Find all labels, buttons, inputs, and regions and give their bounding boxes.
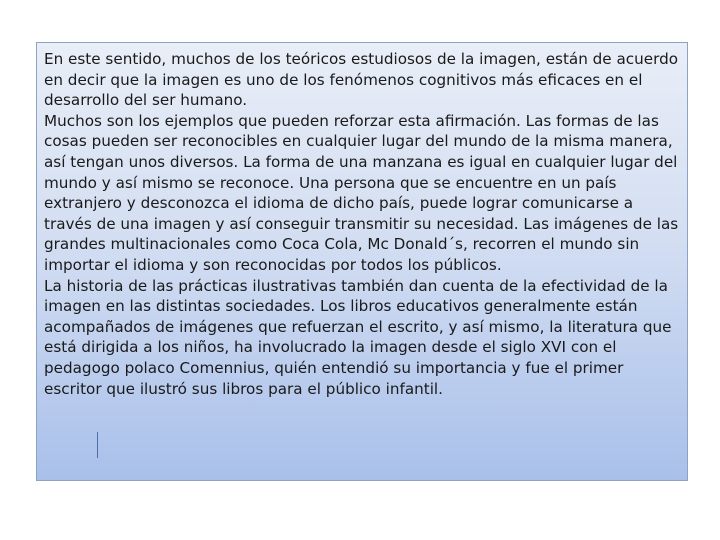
text-cursor (97, 432, 98, 458)
paragraph-2: Muchos son los ejemplos que pueden reforzar esta afirmación. Las formas de las cosas pueden ser reconocibles en cualquier lugar del mundo de la misma manera, así tengan unos diversos. La forma de una manzana es igual en cualquier lugar del mundo y así mismo se reconoce. Una persona que se encuentre en un país extranjero y desconozca el idioma de dicho país, puede lograr comunicarse a través de una imagen y así conseguir transmitir su necesidad. Las imágenes de las grandes multinacionales como Coca Cola, Mc Donald´s, recorren el mundo sin importar el idioma y son reconocidas por todos los públicos. (44, 111, 679, 274)
paragraph-3: La historia de las prácticas ilustrativas también dan cuenta de la efectividad de la imagen en las distintas sociedades. Los libros educativos generalmente están acompañados de imágenes que refuerzan el escrito, y así mismo, la literatura que está dirigida a los niños, ha involucrado la imagen desde el siglo XVI con el pedagogo polaco Comennius, quién entendió su importancia y fue el primer escritor que ilustró sus libros para el público infantil. (44, 276, 672, 398)
paragraph-1: En este sentido, muchos de los teóricos estudiosos de la imagen, están de acuerdo en decir que la imagen es uno de los fenómenos cognitivos más eficaces en el desarrollo del ser humano. (44, 50, 679, 110)
text-box[interactable] (36, 42, 688, 481)
